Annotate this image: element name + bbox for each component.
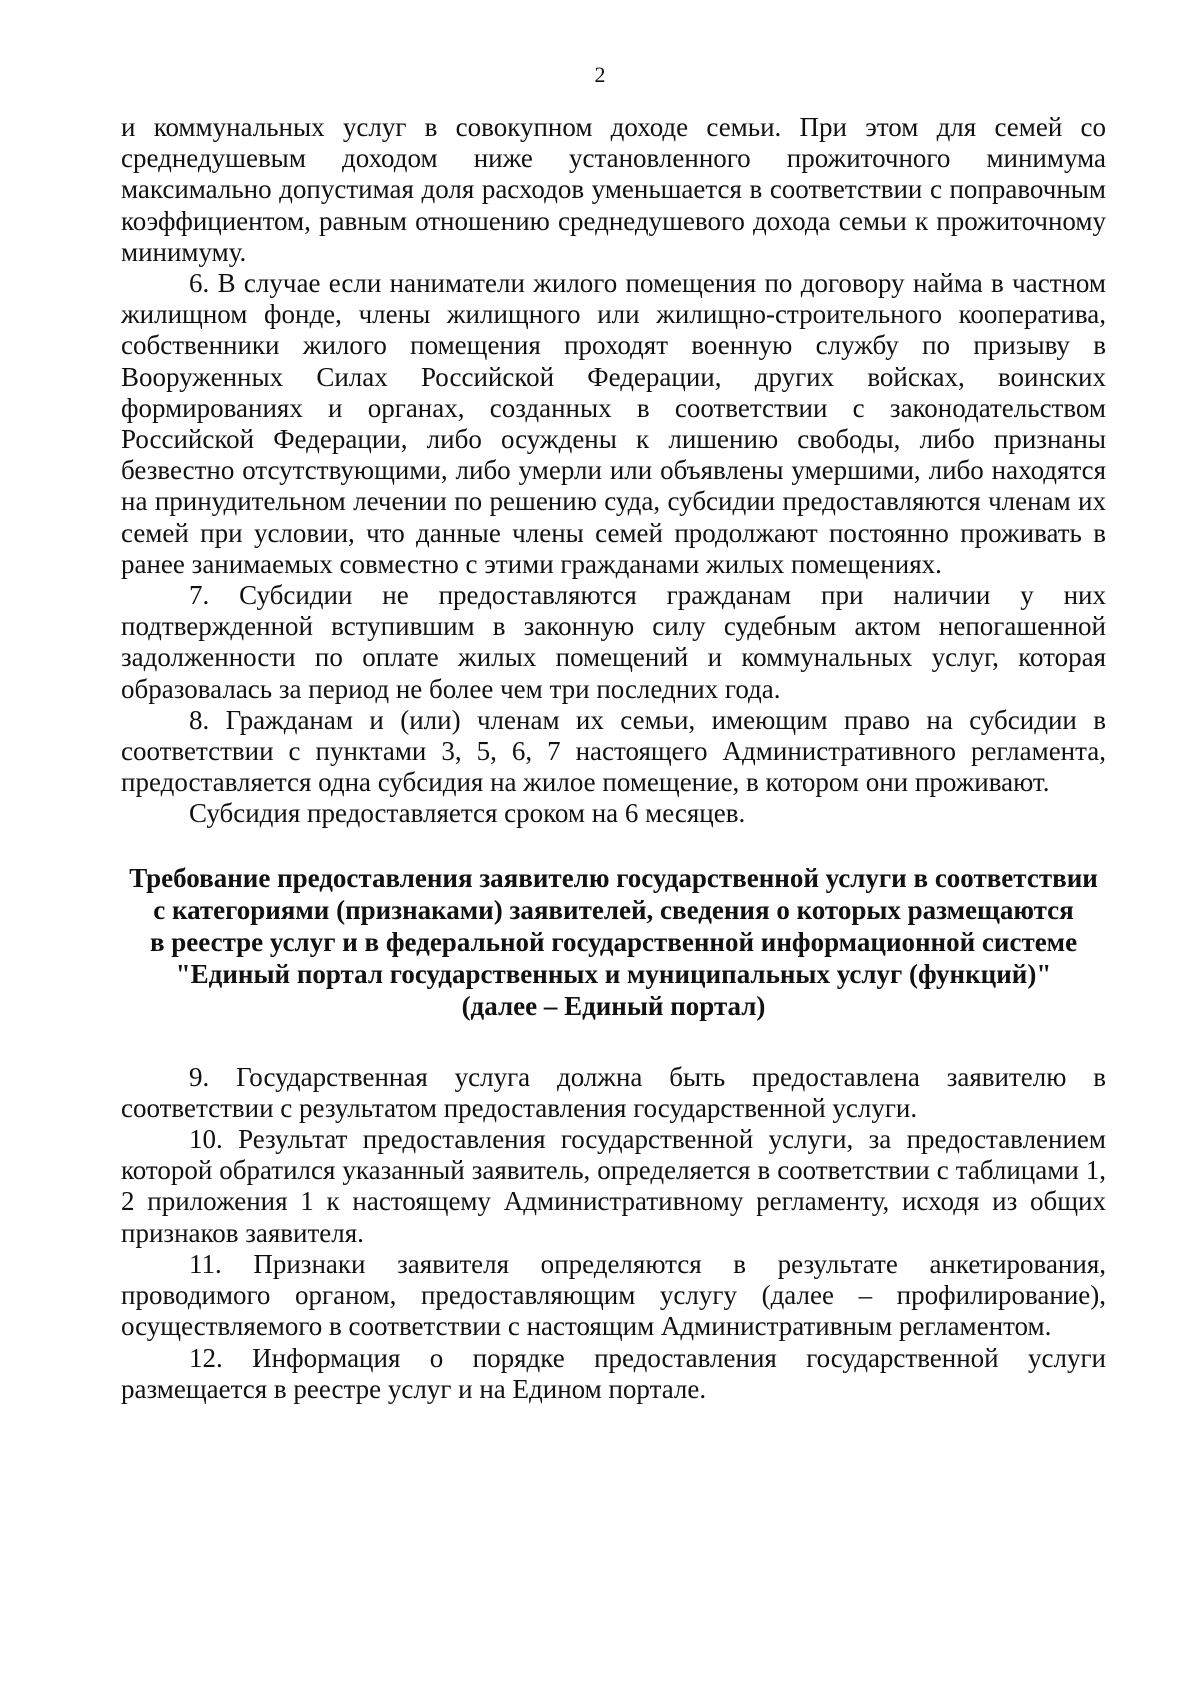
section-heading-line: Требование предоставления заявителю государственной услуги в соответствии bbox=[129, 862, 1098, 893]
page-number: 2 bbox=[594, 62, 606, 87]
paragraph-10: 10. Результат предоставления государственной услуги, за предоставлением которой обратился указанный заявитель, определяется в соответствии с таблицами 1, 2 приложения 1 к настоящему Административному регламенту, исходя из общих признаков заявителя. bbox=[121, 1124, 1106, 1248]
document-body bbox=[121, 112, 1106, 1405]
paragraph-continuation: и коммунальных услуг в совокупном доходе семьи. При этом для семей со среднедушевым доходом ниже установленного прожиточного минимума максимально допустимая доля расходов уменьшается в соответствии с поправочным коэффициентом, равным отношению среднедушевого дохода семьи к прожиточному минимуму. bbox=[121, 112, 1106, 267]
paragraph-7: 7. Субсидии не предоставляются гражданам при наличии у них подтвержденной вступившим в законную силу судебным актом непогашенной задолженности по оплате жилых помещений и коммунальных услуг, которая образовалась за период не более чем три последних года. bbox=[121, 580, 1106, 704]
paragraph-9: 9. Государственная услуга должна быть предоставлена заявителю в соответствии с результатом предоставления государственной услуги. bbox=[121, 1061, 1106, 1123]
paragraph-8: 8. Гражданам и (или) членам их семьи, имеющим право на субсидии в соответствии с пунктами 3, 5, 6, 7 настоящего Административного регламента, предоставляется одна субсидия на жилое помещение, в котором они проживают. bbox=[121, 704, 1106, 798]
paragraph-8-term: Субсидия предоставляется сроком на 6 месяцев. bbox=[189, 798, 746, 829]
paragraph-11: 11. Признаки заявителя определяются в результате анкетирования, проводимого органом, предоставляющим услугу (далее – профилирование), осуществляемого в соответствии с настоящим Административным регламентом. bbox=[121, 1248, 1106, 1342]
paragraph-6: 6. В случае если наниматели жилого помещения по договору найма в частном жилищном фонде, члены жилищного или жилищно-строительного кооператива, собственники жилого помещения проходят военную службу по призыву в Вооруженных Силах Российской Федерации, других войсках, воинских формированиях и органах, созданных в соответствии с законодательством Российской Федерации, либо осуждены к лишению свободы, либо признаны безвестно отсутствующими, либо умерли или объявлены умершими, либо находятся на принудительном лечении по решению суда, субсидии предоставляются членам их семей при условии, что данные члены семей продолжают постоянно проживать в ранее занимаемых совместно с этими гражданами жилых помещениях. bbox=[121, 268, 1106, 579]
section-heading-line: с категориями (признаками) заявителей, сведения о которых размещаются bbox=[153, 894, 1074, 925]
section-heading-line: (далее – Единый портал) bbox=[461, 990, 766, 1021]
section-heading bbox=[121, 862, 1106, 1022]
paragraph-12: 12. Информация о порядке предоставления государственной услуги размещается в реестре услуг и на Едином портале. bbox=[121, 1342, 1106, 1404]
section-heading-line: в реестре услуг и в федеральной государственной информационной системе bbox=[149, 926, 1078, 957]
section-heading-line: "Единый портал государственных и муниципальных услуг (функций)" bbox=[175, 958, 1052, 989]
